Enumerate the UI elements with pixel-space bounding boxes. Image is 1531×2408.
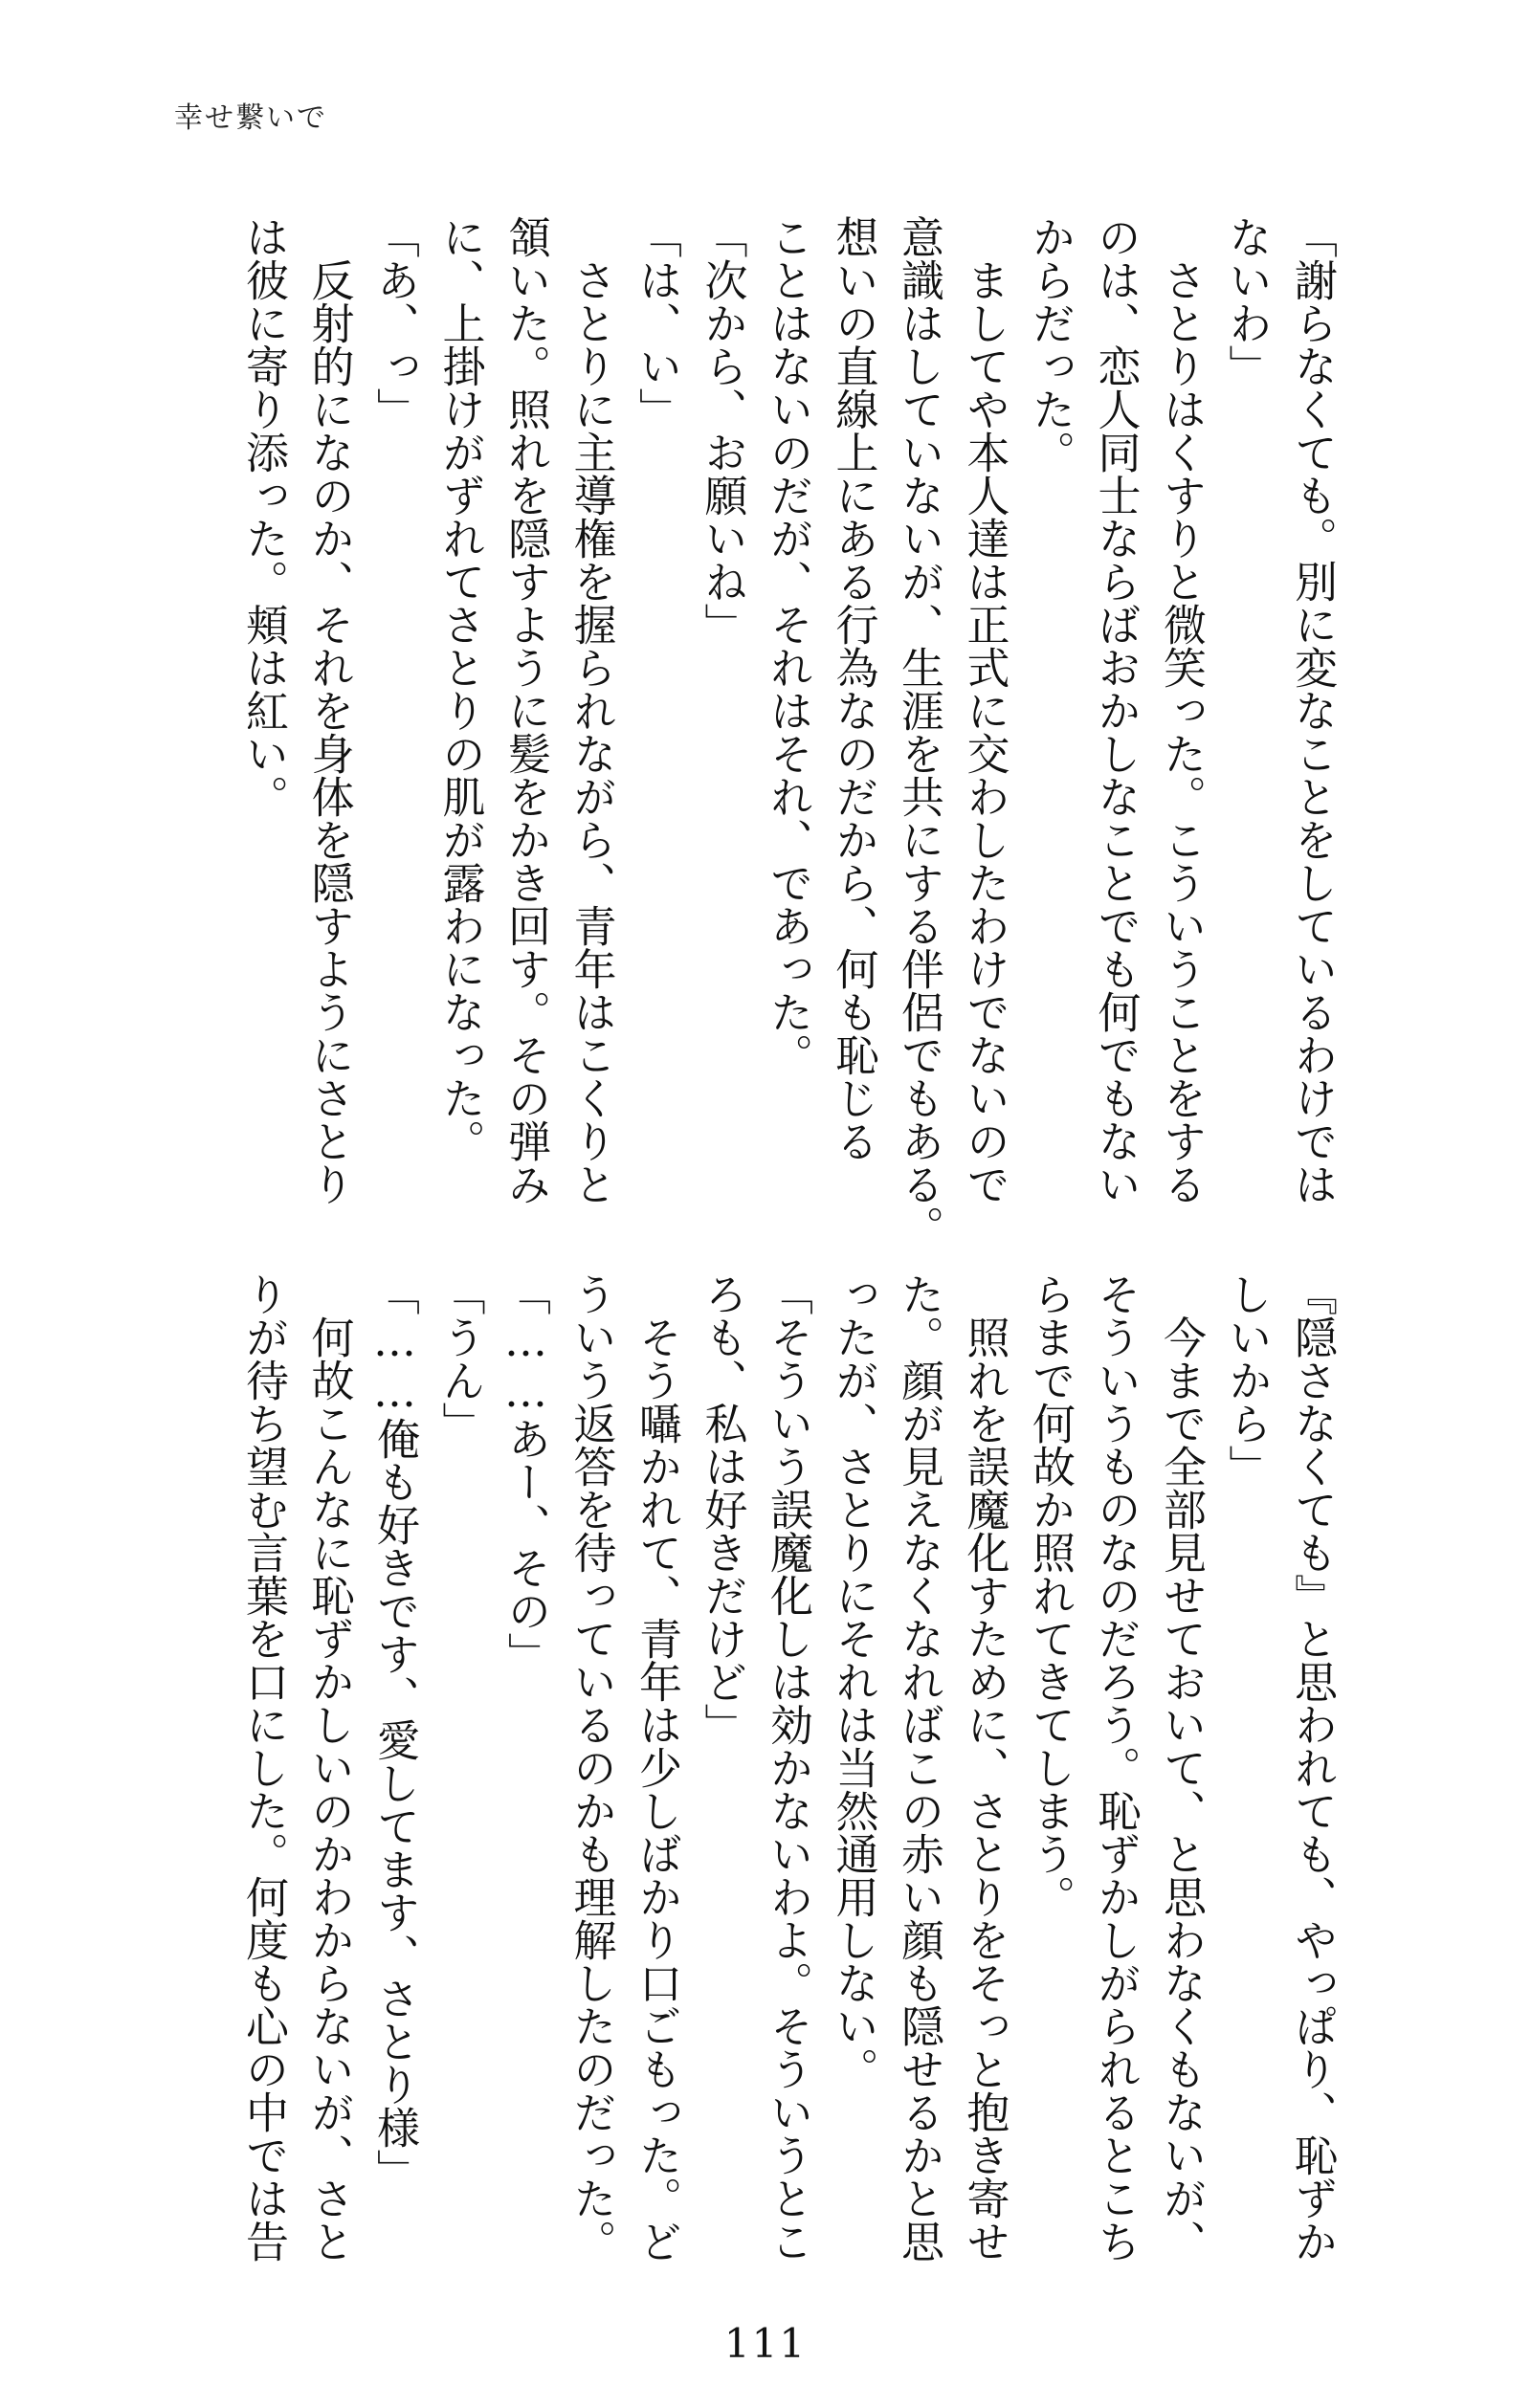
text-column: は彼に寄り添った。頬は紅い。 <box>238 215 289 818</box>
text-column: 反射的になのか、それを身体を隠すようにさとり <box>303 215 355 1205</box>
text-column: ったが、さとりにそれは当然通用しない。 <box>828 1272 879 2090</box>
text-column: 何故こんなに恥ずかしいのかわからないが、さと <box>303 1272 355 2263</box>
text-column: のは、恋人同士ならばおかしなことでも何でもない <box>1090 215 1142 1205</box>
text-column: さとりに主導権を握られながら、青年はこくりと <box>566 215 617 1205</box>
text-column: 『隠さなくても』と思われても、やっぱり、恥ずか <box>1287 1272 1338 2263</box>
text-column: に、上掛けがずれてさとりの肌が露わになった。 <box>434 215 486 1162</box>
text-column: らまで何故か照れてきてしまう。 <box>1025 1272 1076 1918</box>
text-column: そういうものなのだろう。恥ずかしがられるとこち <box>1090 1272 1142 2263</box>
text-column: 「……俺も好きです、愛してます、さとり様」 <box>369 1272 420 2192</box>
text-column: 今まで全部見せておいて、と思わなくもないが、 <box>1156 1272 1207 2263</box>
text-column: 「あ、っ」 <box>369 215 420 431</box>
text-column: 「うん」 <box>434 1272 486 1445</box>
text-column: 照れを誤魔化すために、さとりをそっと抱き寄せ <box>959 1272 1010 2263</box>
text-column: 意識はしていないが、生涯を共にする伴侶でもある。 <box>894 215 944 1248</box>
text-column: ましてや本人達は正式に交わしたわけでないので <box>959 215 1010 1205</box>
text-column: ことはないのだが、それはそれ、であった。 <box>763 215 813 1076</box>
text-column: ろも、私は好きだけど」 <box>697 1272 748 1746</box>
text-column: ういう返答を待っているのかも理解したのだった。 <box>566 1272 617 2263</box>
text-column: 「は、い」 <box>632 215 682 431</box>
text-column: しいから」 <box>1221 1272 1273 1488</box>
text-column: からだった。 <box>1025 215 1076 474</box>
text-column: ないわ」 <box>1221 215 1273 387</box>
text-column: りが待ち望む言葉を口にした。何度も心の中では告 <box>238 1272 289 2263</box>
text-column: さとりはくすりと微笑った。こういうことをする <box>1156 215 1207 1205</box>
text-column: 「……あー、その」 <box>500 1272 551 1675</box>
running-header: 幸せ繋いで <box>174 101 327 135</box>
page-number: 111 <box>723 2320 808 2367</box>
text-column: 「謝らなくても。別に変なことをしているわけでは <box>1287 215 1338 1205</box>
text-column: 「そういう誤魔化しは効かないわよ。そういうとこ <box>763 1272 813 2263</box>
text-column: 頷いた。照れを隠すように髪をかき回す。その弾み <box>500 215 551 1205</box>
text-column: そう囁かれて、青年は少しばかり口ごもった。ど <box>632 1272 682 2263</box>
text-column: 想いの直線上にある行為なのだから、何も恥じる <box>828 215 879 1162</box>
text-column: た。顔が見えなくなればこの赤い顔も隠せるかと思 <box>894 1272 944 2263</box>
text-column: 「次から、お願いね」 <box>697 215 748 646</box>
